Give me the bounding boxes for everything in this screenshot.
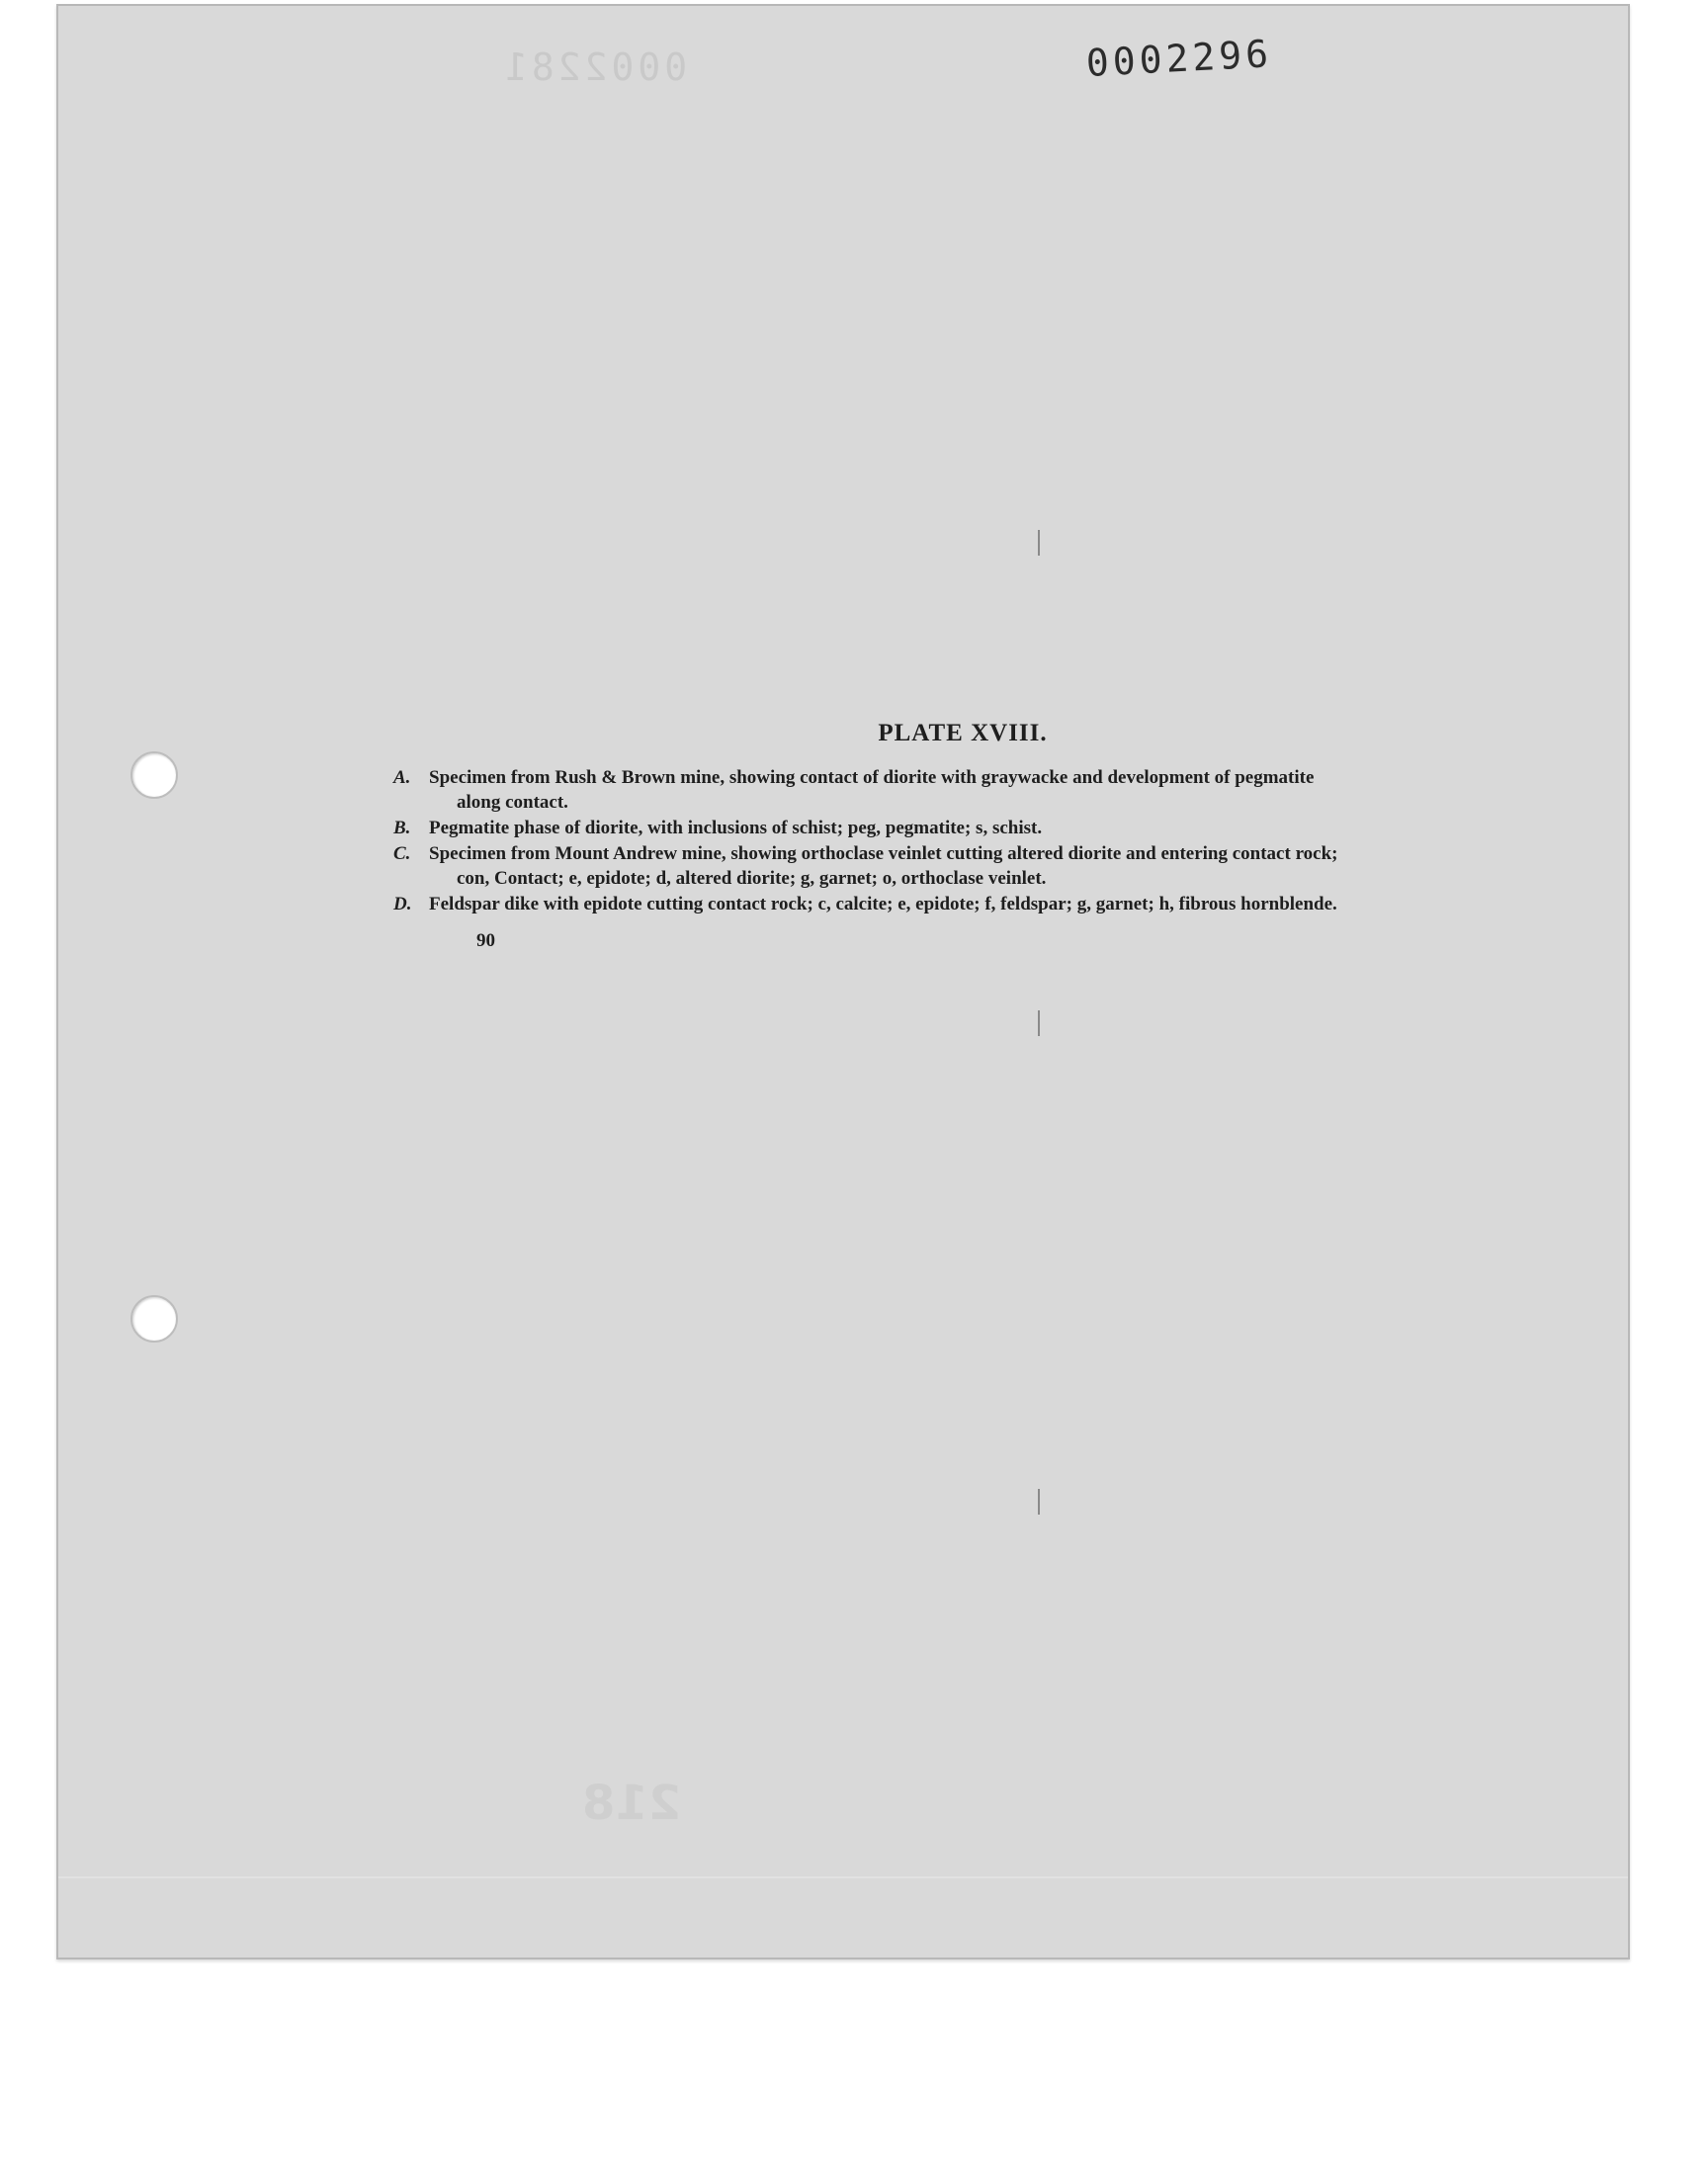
margin-mark	[1038, 530, 1040, 556]
item-key: D.	[393, 894, 412, 914]
margin-mark	[1038, 1489, 1040, 1515]
punch-hole-top	[130, 751, 178, 799]
item-key: A.	[393, 767, 411, 788]
item-line: Feldspar dike with epidote cutting contact rock; c, calcite; e, epidote; f, feldspar; g, garnet; h, fibrous hornblende.	[429, 894, 1337, 914]
caption-item-b	[393, 816, 1512, 840]
page-number: 90	[476, 930, 495, 951]
item-key: C.	[393, 843, 411, 864]
item-line-continued: con, Contact; e, epidote; d, altered diorite; g, garnet; o, orthoclase veinlet.	[457, 868, 1047, 889]
plate-title: PLATE XVIII.	[878, 720, 1048, 746]
item-line: Pegmatite phase of diorite, with inclusions of schist; peg, pegmatite; s, schist.	[429, 818, 1043, 838]
punch-hole-bottom	[130, 1295, 178, 1343]
item-text	[429, 816, 1512, 840]
bleed-through-stamp: 0002281	[501, 45, 688, 89]
caption-item-a	[393, 765, 1512, 815]
item-line: Specimen from Mount Andrew mine, showing orthoclase veinlet cutting altered diorite and entering contact rock;	[429, 843, 1338, 864]
item-line: Specimen from Rush & Brown mine, showing contact of diorite with graywacke and development of pegmatite	[429, 767, 1315, 788]
caption-item-d	[393, 892, 1512, 916]
scanned-page	[56, 4, 1630, 1959]
item-line-continued: along contact.	[457, 792, 568, 813]
bleed-through-number: 218	[582, 1776, 682, 1831]
margin-mark	[1038, 1010, 1040, 1036]
item-text	[429, 892, 1512, 916]
item-text	[429, 765, 1512, 815]
document-stamp-number: 0002296	[1084, 32, 1274, 85]
item-key: B.	[393, 818, 411, 838]
caption-item-c	[393, 841, 1512, 891]
item-text	[429, 841, 1512, 891]
plate-caption	[393, 720, 1512, 952]
